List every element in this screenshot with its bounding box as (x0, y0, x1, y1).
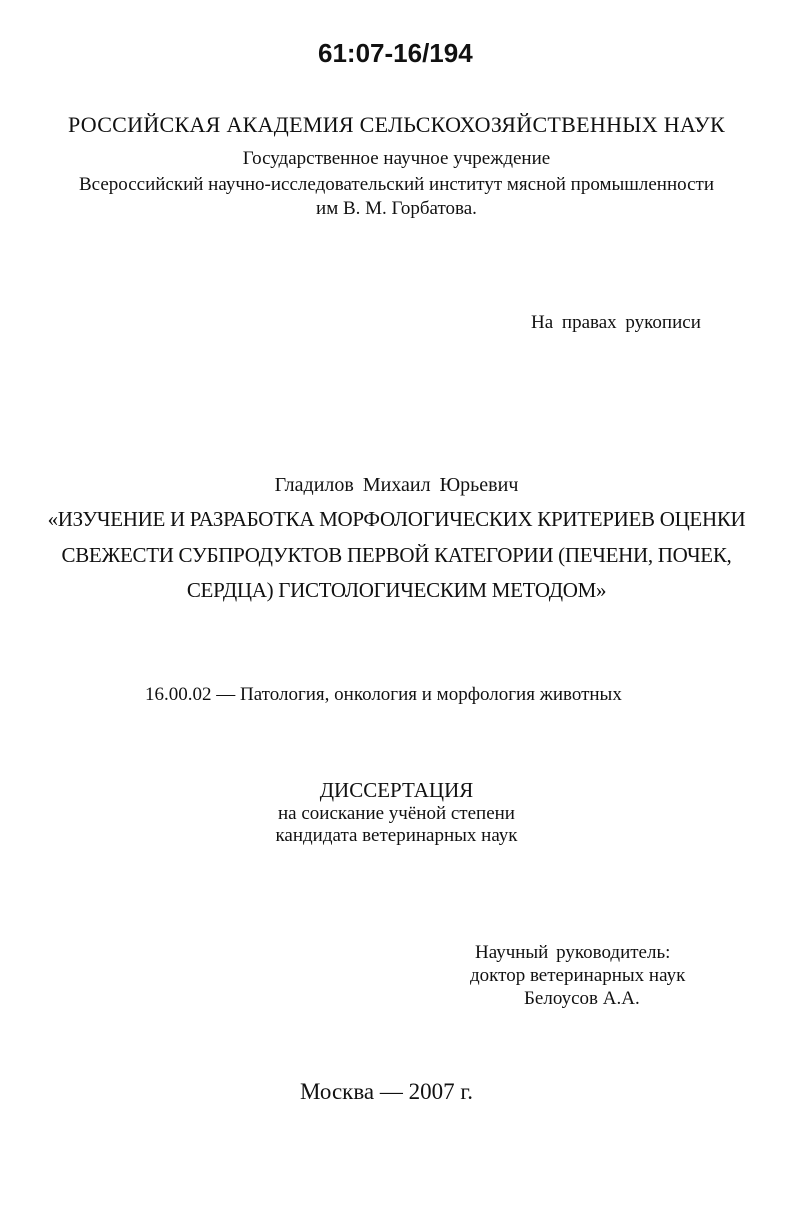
author-name: Гладилов Михаил Юрьевич (274, 474, 519, 496)
thesis-title-line-3: СЕРДЦА) ГИСТОЛОГИЧЕСКИМ МЕТОДОМ» (186, 578, 607, 602)
city-year: Москва — 2007 г. (300, 1079, 473, 1104)
supervisor-role: Научный руководитель: (475, 942, 671, 963)
supervisor-rank: доктор ветеринарных наук (470, 965, 686, 986)
thesis-title-line-1: «ИЗУЧЕНИЕ И РАЗРАБОТКА МОРФОЛОГИЧЕСКИХ КРИТЕРИЕВ ОЦЕНКИ (47, 507, 746, 531)
catalog-number: 61:07-16/194 (318, 38, 473, 68)
degree-line-1: на соискание учёной степени (278, 803, 515, 824)
organization-line-2: Всероссийский научно-исследовательский институт мясной промышленности (78, 174, 715, 195)
academy-name: РОССИЙСКАЯ АКАДЕМИЯ СЕЛЬСКОХОЗЯЙСТВЕННЫХ НАУК (67, 112, 726, 137)
specialty-code: 16.00.02 — Патология, онкология и морфология животных (145, 684, 622, 705)
rights-note: На правах рукописи (531, 312, 701, 333)
supervisor-name: Белоусов А.А. (524, 988, 640, 1009)
organization-line-1: Государственное научное учреждение (242, 148, 551, 169)
degree-line-2: кандидата ветеринарных наук (275, 825, 518, 846)
thesis-title-line-2: СВЕЖЕСТИ СУБПРОДУКТОВ ПЕРВОЙ КАТЕГОРИИ (ПЕЧЕНИ, ПОЧЕК, (61, 543, 732, 567)
dissertation-heading: ДИССЕРТАЦИЯ (319, 778, 474, 802)
organization-line-3: им В. М. Горбатова. (316, 198, 477, 219)
